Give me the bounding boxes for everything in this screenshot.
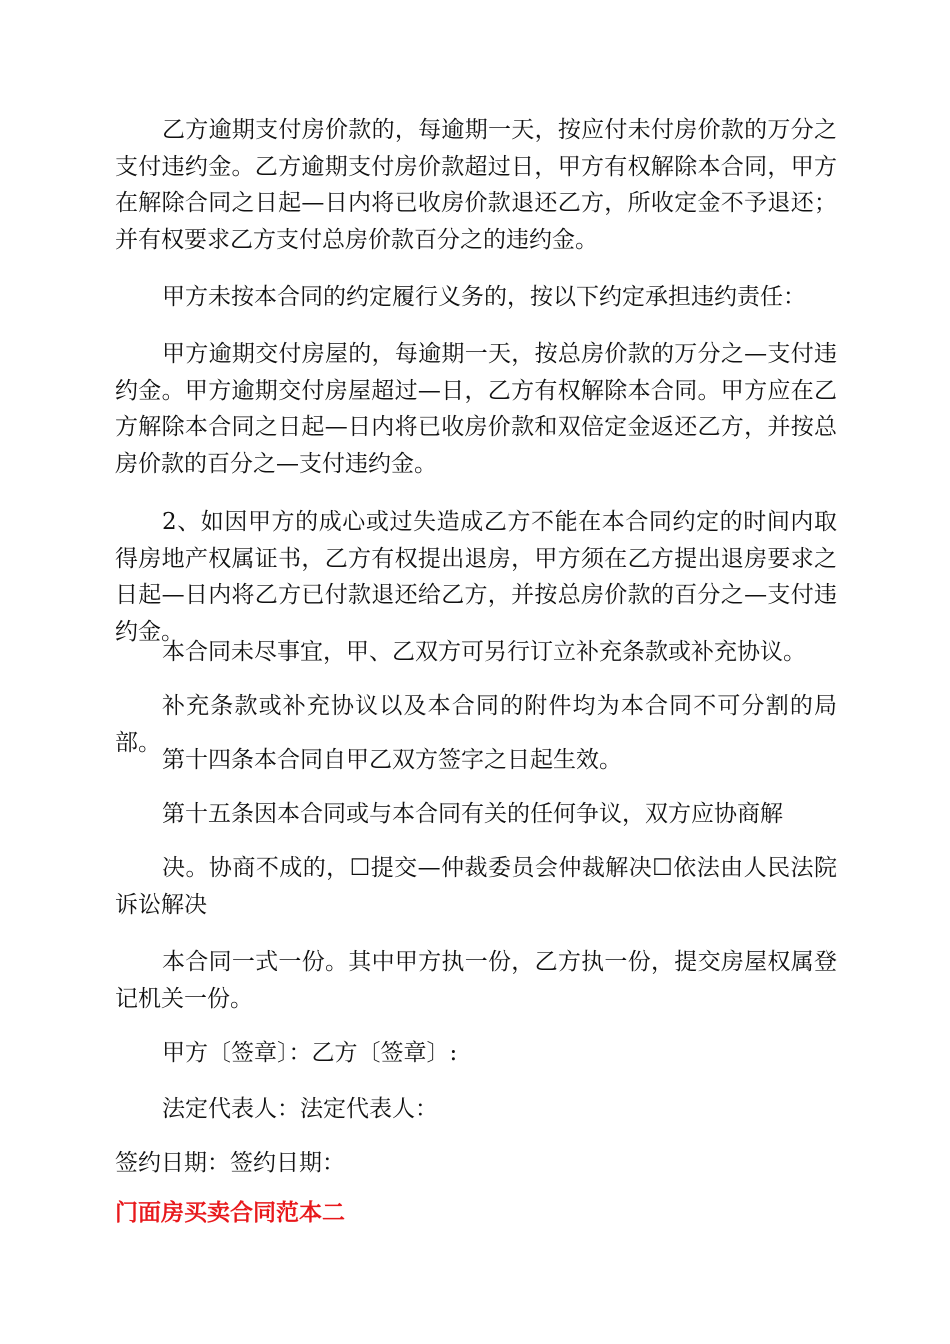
signature-line-representative: 法定代表人：法定代表人： — [162, 1096, 438, 1122]
paragraph-party-a-liability-intro: 甲方未按本合同的约定履行义务的，按以下约定承担违约责任： — [162, 284, 806, 310]
paragraph-title-certificate-clause: 2、如因甲方的成心或过失造成乙方不能在本合同约定的时间内取得房地产权属证书，乙方有权提出退房，甲方须在乙方提出退房要求之日起—日内将乙方已付款退还给乙方，并按总房价款的百分之—支付违约金。 — [115, 509, 837, 645]
paragraph-late-delivery-penalty: 甲方逾期交付房屋的，每逾期一天，按总房价款的万分之—支付违约金。甲方逾期交付房屋超过—日，乙方有权解除本合同。甲方应在乙方解除本合同之日起—日内将已收房价款和双倍定金返还乙方，并按总房价款的百分之—支付违约金。 — [115, 341, 837, 477]
paragraph-copies: 本合同一式一份。其中甲方执一份，乙方执一份，提交房屋权属登记机关一份。 — [115, 949, 837, 1012]
paragraph-late-payment-penalty: 乙方逾期支付房价款的，每逾期一天，按应付未付房价款的万分之支付违约金。乙方逾期支付房价款超过日，甲方有权解除本合同，甲方在解除合同之日起—日内将已收房价款退还乙方，所收定金不予退还；并有权要求乙方支付总房价款百分之的违约金。 — [115, 117, 837, 253]
paragraph-article-14: 第十四条本合同自甲乙双方签字之日起生效。 — [162, 747, 622, 773]
signature-line-seal: 甲方〔签章〕：乙方〔签章〕: — [162, 1040, 458, 1066]
paragraph-dispute-resolution: 决。协商不成的，☐提交—仲裁委员会仲裁解决☐依法由人民法院诉讼解决 — [115, 855, 837, 918]
paragraph-supplementary-terms: 本合同未尽事宜，甲、乙双方可另行订立补充条款或补充协议。 — [162, 639, 806, 665]
section-heading: 门面房买卖合同范本二 — [115, 1200, 345, 1226]
paragraph-article-15: 第十五条因本合同或与本合同有关的任何争议，双方应协商解 — [162, 801, 783, 827]
paragraph-attachments: 补充条款或补充协议以及本合同的附件均为本合同不可分割的局部。 — [115, 693, 837, 756]
signature-line-date: 签约日期：签约日期： — [115, 1150, 345, 1176]
